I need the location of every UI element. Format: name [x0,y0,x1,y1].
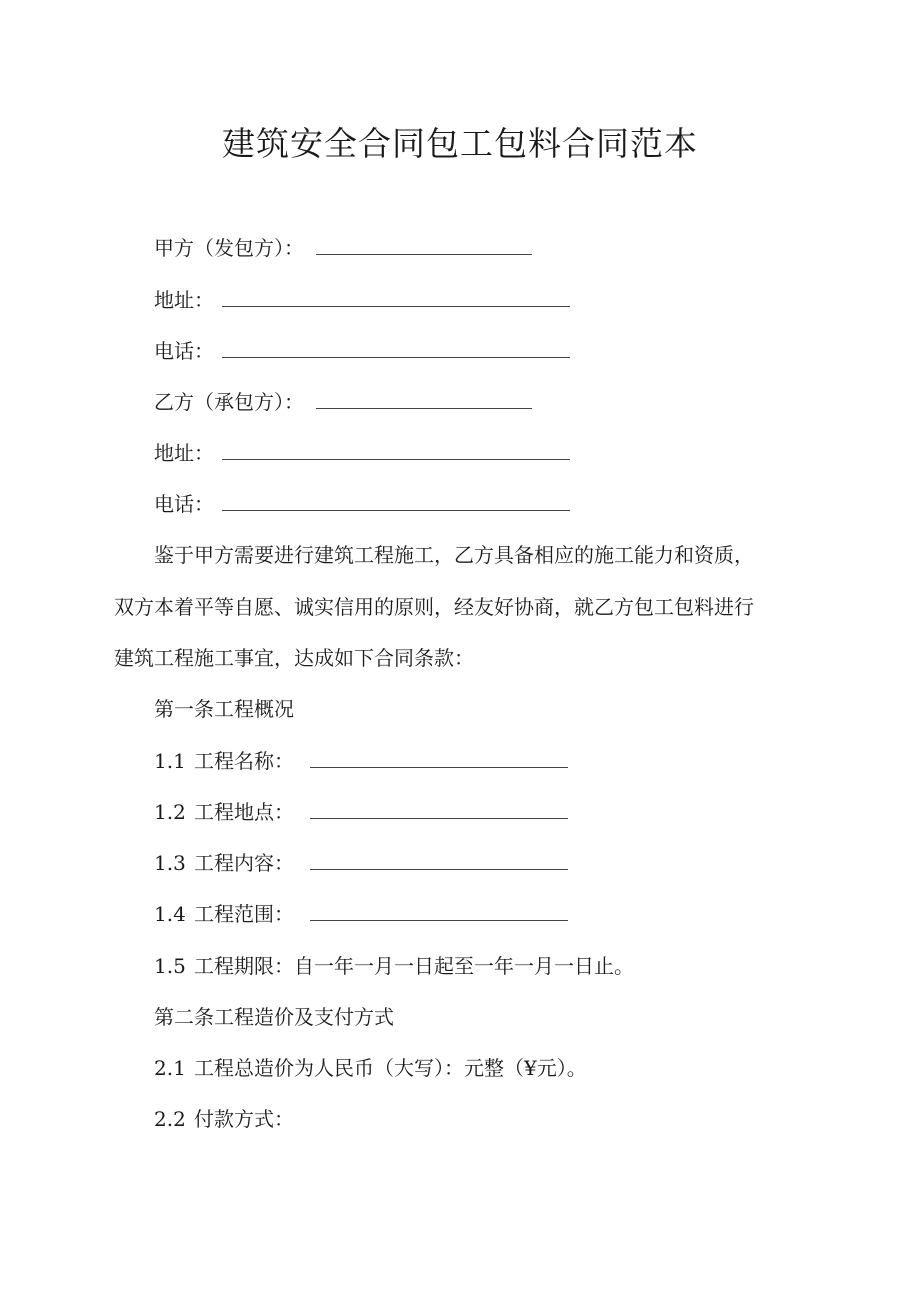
party-b-phone-blank[interactable] [222,492,570,511]
clause-1-1 [154,745,568,774]
clause-2-1 [154,1052,587,1081]
clause-text: 工程内容： [194,851,294,875]
party-b-phone-label: 电话： [154,492,214,516]
clause-1-4 [154,898,568,927]
party-b-label: 乙方（承包方）： [154,390,304,414]
clause-1-5 [154,950,634,979]
party-a-address-label: 地址： [154,288,214,312]
clause-1-3 [154,847,568,876]
party-a-address-line [154,284,570,313]
party-b-line [154,386,532,415]
document-title: 建筑安全合同包工包料合同范本 [222,124,698,163]
preamble-line-2: 双方本着平等自愿、诚实信用的原则，经友好协商，就乙方包工包料进行 [114,595,754,619]
party-b-address-label: 地址： [154,441,214,465]
clause-text: 工程地点： [194,800,294,824]
project-scope-blank[interactable] [310,902,568,921]
party-a-phone-label: 电话： [154,339,214,363]
party-a-address-blank[interactable] [222,288,570,307]
party-a-line [154,232,532,261]
party-a-phone-blank[interactable] [222,339,570,358]
clause-text: 工程名称： [194,749,294,773]
project-name-blank[interactable] [310,749,568,768]
article-2-heading: 第二条工程造价及支付方式 [154,1005,394,1029]
clause-text: 工程期限：自一年一月一日起至一年一月一日止。 [194,954,634,978]
party-b-address-line [154,437,570,466]
party-b-phone-line [154,488,570,517]
party-a-blank[interactable] [316,236,532,255]
clause-text: 付款方式： [194,1107,294,1131]
clause-2-2 [154,1103,294,1132]
party-a-label: 甲方（发包方）： [154,236,304,260]
project-location-blank[interactable] [310,800,568,819]
clause-text: 工程总造价为人民币（大写）：元整（¥元）。 [194,1056,587,1080]
clause-number: 2.1 [154,1056,186,1080]
preamble-line-1: 鉴于甲方需要进行建筑工程施工，乙方具备相应的施工能力和资质， [154,543,754,567]
article-1-heading: 第一条工程概况 [154,697,294,721]
clause-1-2 [154,796,568,825]
clause-number: 2.2 [154,1107,186,1131]
party-b-blank[interactable] [316,390,532,409]
clause-number: 1.3 [154,851,186,875]
party-a-phone-line [154,335,570,364]
clause-number: 1.4 [154,902,186,926]
clause-number: 1.2 [154,800,186,824]
party-b-address-blank[interactable] [222,441,570,460]
clause-text: 工程范围： [194,902,294,926]
clause-number: 1.5 [154,954,186,978]
project-content-blank[interactable] [310,851,568,870]
preamble-line-3: 建筑工程施工事宜，达成如下合同条款： [114,646,474,670]
clause-number: 1.1 [154,749,186,773]
